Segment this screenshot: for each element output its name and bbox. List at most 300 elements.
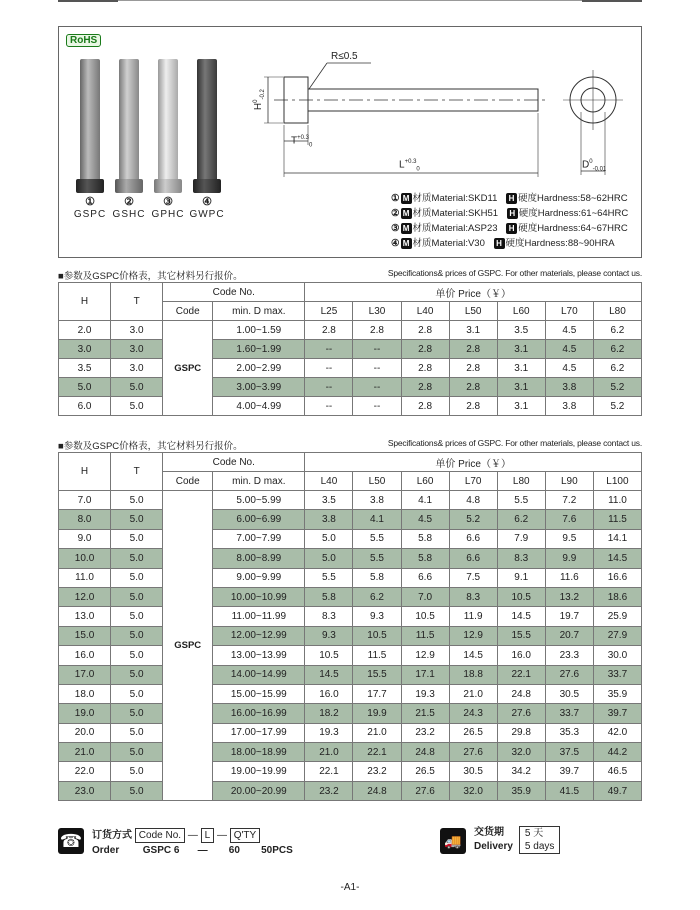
cell-price: 39.7 [593,704,641,723]
d-label: D [582,159,590,171]
cell-dmax: 19.00~19.99 [213,762,305,781]
cell-price: 42.0 [593,723,641,742]
delivery-value-box [519,826,560,854]
cell-price: 3.5 [497,321,545,340]
cell-price: 2.8 [449,359,497,378]
header-length: L80 [497,472,545,491]
cell-price: 3.5 [305,491,353,510]
cell-price: 34.2 [497,762,545,781]
cell-price: 3.1 [497,340,545,359]
cell-price: -- [353,340,401,359]
cell-price: 4.5 [545,359,593,378]
cell-dmax: 5.00~5.99 [213,491,305,510]
header-dmax: min. D max. [213,302,305,321]
cell-price: 3.8 [545,378,593,397]
cell-h: 18.0 [59,684,111,703]
cell-t: 5.0 [111,378,163,397]
pin-num-1: ① [85,196,95,208]
table-row [59,587,642,606]
cell-t: 5.0 [111,723,163,742]
cell-price: 22.1 [353,743,401,762]
pin-code-4: GWPC [189,209,225,220]
cell-price: 3.1 [497,359,545,378]
phone-icon: ☎ [58,828,84,854]
cell-price: 6.6 [449,529,497,548]
table-row [59,397,642,416]
cell-price: 37.5 [545,743,593,762]
cell-price: 18.6 [593,587,641,606]
cell-price: 11.5 [353,646,401,665]
price-table-2 [58,452,642,801]
material-text: 材质Material:ASP23 [412,223,498,234]
cell-price: 41.5 [545,781,593,800]
cell-price: 19.3 [305,723,353,742]
hardness-text: 硬度Hardness:61~64HRC [518,208,629,219]
table-header-row [59,453,642,472]
top-rule [58,0,642,3]
cell-price: -- [305,340,353,359]
cell-price: 2.8 [401,378,449,397]
cell-price: 24.8 [353,781,401,800]
cell-t: 5.0 [111,510,163,529]
t-tol-zero: 0 [308,142,313,149]
order-field-code: Code No. [135,828,185,843]
pin-num-4: ④ [202,196,212,208]
cell-price: -- [305,359,353,378]
material-text: 材质Material:V30 [412,238,485,249]
cell-price: 20.7 [545,626,593,645]
cell-price: -- [305,397,353,416]
cell-price: 2.8 [401,321,449,340]
cell-t: 5.0 [111,781,163,800]
cell-price: 9.5 [545,529,593,548]
cell-price: 6.2 [593,321,641,340]
material-text: 材质Material:SKH51 [412,208,499,219]
h-tol-minus: -0.2 [260,89,267,100]
cell-dmax: 14.00~14.99 [213,665,305,684]
truck-icon: 🚚 [440,828,466,854]
order-dash: — [216,830,227,841]
header-h: H [59,453,111,491]
cell-price: 3.8 [305,510,353,529]
delivery-value-cn: 5 天 [524,828,544,839]
cell-price: 11.5 [401,626,449,645]
header-length: L70 [449,472,497,491]
cell-t: 5.0 [111,626,163,645]
cell-price: 18.8 [449,665,497,684]
cell-price: 14.1 [593,529,641,548]
cell-price: 2.8 [449,397,497,416]
cell-price: 25.9 [593,607,641,626]
order-example-qty: 50PCS [261,845,293,856]
cell-price: 4.1 [353,510,401,529]
cell-price: 49.7 [593,781,641,800]
hardness-text: 硬度Hardness:58~62HRC [518,193,628,204]
cell-price: 5.2 [449,510,497,529]
cell-price: 4.5 [545,321,593,340]
l-dim-label [399,159,420,172]
cell-price: 10.5 [401,607,449,626]
cell-price: 32.0 [497,743,545,762]
cell-price: 7.6 [545,510,593,529]
cell-t: 5.0 [111,743,163,762]
cell-price: 4.1 [401,491,449,510]
cell-price: 2.8 [401,359,449,378]
cell-h: 12.0 [59,587,111,606]
rohs-badge: RoHS [66,34,101,47]
table-row [59,684,642,703]
material-row-3 [391,220,628,234]
cell-price: 11.9 [449,607,497,626]
hardness-text: 硬度Hardness:88~90HRA [505,238,615,249]
hardness-icon: H [506,193,517,204]
cell-price: 21.5 [401,704,449,723]
section2-title-cn: ■参数及GSPC价格表，其它材料另行报价。 [58,441,243,452]
cell-price: 30.5 [449,762,497,781]
cell-t: 5.0 [111,762,163,781]
order-row-2 [92,845,293,856]
cell-dmax: 17.00~17.99 [213,723,305,742]
cell-price: 5.5 [353,529,401,548]
cell-price: 19.3 [401,684,449,703]
cell-price: -- [353,378,401,397]
cell-price: 35.3 [545,723,593,742]
cell-price: 6.2 [593,340,641,359]
cell-dmax: 4.00~4.99 [213,397,305,416]
cell-h: 7.0 [59,491,111,510]
material-icon: M [401,208,412,219]
cell-price: 21.0 [449,684,497,703]
table-row [59,510,642,529]
header-dmax: min. D max. [213,472,305,491]
table-row [59,665,642,684]
cell-price: 2.8 [401,397,449,416]
hardness-text: 硬度Hardness:64~67HRC [518,223,628,234]
header-h: H [59,283,111,321]
cell-price: 8.3 [497,549,545,568]
cell-dmax: 16.00~16.99 [213,704,305,723]
cell-price: 23.2 [305,781,353,800]
cell-price: 19.9 [353,704,401,723]
cell-price: 12.9 [401,646,449,665]
cell-price: 5.0 [305,549,353,568]
cell-price: 44.2 [593,743,641,762]
cell-t: 3.0 [111,321,163,340]
cell-h: 19.0 [59,704,111,723]
delivery-label-en: Delivery [474,841,513,852]
cell-price: 21.0 [305,743,353,762]
order-example-l: 60 [228,845,240,856]
order-label-cn: 订货方式 [92,830,132,841]
table-row [59,340,642,359]
table-header-row [59,283,642,302]
cell-dmax: 18.00~18.99 [213,743,305,762]
cell-price: 6.2 [593,359,641,378]
pin-code-2: GSHC [112,209,146,220]
order-row-1 [92,826,293,843]
cell-price: 16.0 [497,646,545,665]
cell-h: 3.0 [59,340,111,359]
header-t: T [111,283,163,321]
cell-price: 10.5 [305,646,353,665]
cell-t: 5.0 [111,491,163,510]
t-tol: +0.3 [297,135,309,141]
cell-price: 4.8 [449,491,497,510]
cell-h: 21.0 [59,743,111,762]
cell-price: 30.5 [545,684,593,703]
top-tick-right [582,0,642,2]
cell-h: 2.0 [59,321,111,340]
cell-h: 20.0 [59,723,111,742]
cell-h: 9.0 [59,529,111,548]
d-dim-label [582,159,606,172]
cell-price: 23.3 [545,646,593,665]
product-figure [58,26,642,258]
cell-price: 22.1 [497,665,545,684]
cell-price: 22.1 [305,762,353,781]
mat-num: ② [391,208,400,219]
pin-code-3: GPHC [151,209,185,220]
cell-h: 22.0 [59,762,111,781]
cell-h: 10.0 [59,549,111,568]
cell-price: 14.5 [449,646,497,665]
order-field-qty: Q'TY [230,828,260,843]
d-tol: -0.01 [592,166,607,173]
cell-price: 3.8 [545,397,593,416]
cell-price: 24.8 [401,743,449,762]
cell-price: 8.3 [305,607,353,626]
cell-h: 13.0 [59,607,111,626]
header-price: 单价 Price（￥） [305,453,642,472]
cell-dmax: 3.00~3.99 [213,378,305,397]
l-tol: +0.3 [404,159,417,165]
cell-price: 15.5 [353,665,401,684]
pin-num-3: ③ [163,196,173,208]
table-row [59,646,642,665]
page-number: -A1- [340,882,360,893]
cell-price: 5.8 [401,549,449,568]
cell-t: 5.0 [111,646,163,665]
cell-price: 5.2 [593,378,641,397]
cell-price: -- [353,397,401,416]
cell-dmax: 20.00~20.99 [213,781,305,800]
price-table-1 [58,282,642,416]
cell-price: 11.5 [593,510,641,529]
cell-price: 46.5 [593,762,641,781]
cell-t: 5.0 [111,684,163,703]
table-row [59,568,642,587]
cell-code: GSPC [163,491,213,801]
header-t: T [111,453,163,491]
table-row [59,491,642,510]
material-text: 材质Material:SKD11 [412,193,498,204]
pin-code-1: GSPC [73,209,107,220]
cell-dmax: 1.00~1.59 [213,321,305,340]
cell-price: 15.5 [497,626,545,645]
h-tol: 0 [252,99,259,103]
cell-t: 5.0 [111,568,163,587]
table-row [59,626,642,645]
cell-dmax: 2.00~2.99 [213,359,305,378]
cell-price: 26.5 [401,762,449,781]
material-row-2 [391,205,628,219]
cell-price: 4.5 [545,340,593,359]
cell-price: 7.5 [449,568,497,587]
hardness-icon: H [507,208,518,219]
cell-price: 17.1 [401,665,449,684]
cell-price: 3.8 [353,491,401,510]
cell-price: 9.3 [353,607,401,626]
cell-price: 24.3 [449,704,497,723]
table-row [59,781,642,800]
cell-h: 15.0 [59,626,111,645]
cell-price: 30.0 [593,646,641,665]
cell-price: 9.1 [497,568,545,587]
cell-price: 14.5 [593,549,641,568]
cell-price: 3.1 [497,397,545,416]
hardness-icon: H [506,223,517,234]
cell-dmax: 9.00~9.99 [213,568,305,587]
cell-price: 23.2 [353,762,401,781]
delivery-labels [474,826,513,854]
cell-price: 27.6 [449,743,497,762]
l-tol-zero: 0 [416,166,420,173]
cell-price: 6.6 [449,549,497,568]
order-example-code: GSPC 6 [142,845,180,856]
cell-dmax: 15.00~15.99 [213,684,305,703]
cell-dmax: 1.60~1.99 [213,340,305,359]
delivery-label-cn: 交货期 [474,827,504,838]
cell-price: 10.5 [353,626,401,645]
cell-price: 7.0 [401,587,449,606]
cell-price: 6.6 [401,568,449,587]
cell-price: 7.9 [497,529,545,548]
mat-num: ④ [391,238,400,249]
table-row [59,359,642,378]
table-row [59,607,642,626]
cell-price: 5.0 [305,529,353,548]
cell-dmax: 7.00~7.99 [213,529,305,548]
cell-price: 11.6 [545,568,593,587]
cell-dmax: 10.00~10.99 [213,587,305,606]
cell-h: 6.0 [59,397,111,416]
cell-price: 3.1 [449,321,497,340]
cell-price: 39.7 [545,762,593,781]
cell-price: 13.2 [545,587,593,606]
cell-price: 5.8 [305,587,353,606]
cell-price: 18.2 [305,704,353,723]
cell-price: 23.2 [401,723,449,742]
header-price: 单价 Price（￥） [305,283,642,302]
cell-h: 23.0 [59,781,111,800]
material-row-4 [391,235,615,249]
cell-price: 2.8 [449,378,497,397]
cell-t: 5.0 [111,397,163,416]
cell-price: 9.9 [545,549,593,568]
cell-price: 9.3 [305,626,353,645]
cell-price: 5.8 [401,529,449,548]
mat-num: ① [391,193,400,204]
section2-header [58,438,642,452]
l-label: L [399,159,405,171]
cell-price: 5.5 [353,549,401,568]
header-length: L25 [305,302,353,321]
mat-num: ③ [391,223,400,234]
cell-price: 14.5 [305,665,353,684]
table-row [59,549,642,568]
table-row [59,762,642,781]
cell-h: 16.0 [59,646,111,665]
cell-price: 33.7 [593,665,641,684]
order-label-en: Order [92,845,120,856]
header-length: L50 [449,302,497,321]
cell-t: 5.0 [111,665,163,684]
table-row [59,321,642,340]
h-label: H [253,102,265,111]
cell-price: 33.7 [545,704,593,723]
cell-t: 3.0 [111,340,163,359]
material-icon: M [401,238,412,249]
header-length: L40 [401,302,449,321]
cell-price: 2.8 [401,340,449,359]
cell-h: 5.0 [59,378,111,397]
top-tick-left [58,0,118,2]
cell-price: 16.6 [593,568,641,587]
cell-t: 5.0 [111,549,163,568]
cell-price: 8.3 [449,587,497,606]
cell-h: 17.0 [59,665,111,684]
delivery-value-en: 5 days [524,841,555,852]
table-row [59,378,642,397]
cell-price: 24.8 [497,684,545,703]
cell-price: 17.7 [353,684,401,703]
cell-price: 35.9 [497,781,545,800]
t-label: T [291,135,298,147]
cell-price: 10.5 [497,587,545,606]
cell-h: 8.0 [59,510,111,529]
cell-t: 5.0 [111,587,163,606]
cell-price: -- [353,359,401,378]
material-icon: M [401,223,412,234]
header-code-no: Code No. [163,283,305,302]
pin-num-2: ② [124,196,134,208]
cell-price: 27.9 [593,626,641,645]
section1-title-cn: ■参数及GSPC价格表，其它材料另行报价。 [58,271,243,282]
cell-t: 5.0 [111,704,163,723]
cell-price: 27.6 [545,665,593,684]
cell-price: 2.8 [449,340,497,359]
table-row [59,743,642,762]
order-dash: — [187,830,198,841]
delivery-row [474,826,560,854]
cell-price: 5.5 [497,491,545,510]
header-length: L90 [545,472,593,491]
cell-price: 6.2 [497,510,545,529]
cell-price: 6.2 [353,587,401,606]
table-row [59,529,642,548]
header-code: Code [163,302,213,321]
cell-price: 35.9 [593,684,641,703]
cell-price: 26.5 [449,723,497,742]
cell-dmax: 11.00~11.99 [213,607,305,626]
order-info [92,826,293,856]
header-length: L100 [593,472,641,491]
cell-dmax: 8.00~8.99 [213,549,305,568]
material-icon: M [401,193,412,204]
cell-price: 3.1 [497,378,545,397]
cell-t: 3.0 [111,359,163,378]
cell-price: 7.2 [545,491,593,510]
